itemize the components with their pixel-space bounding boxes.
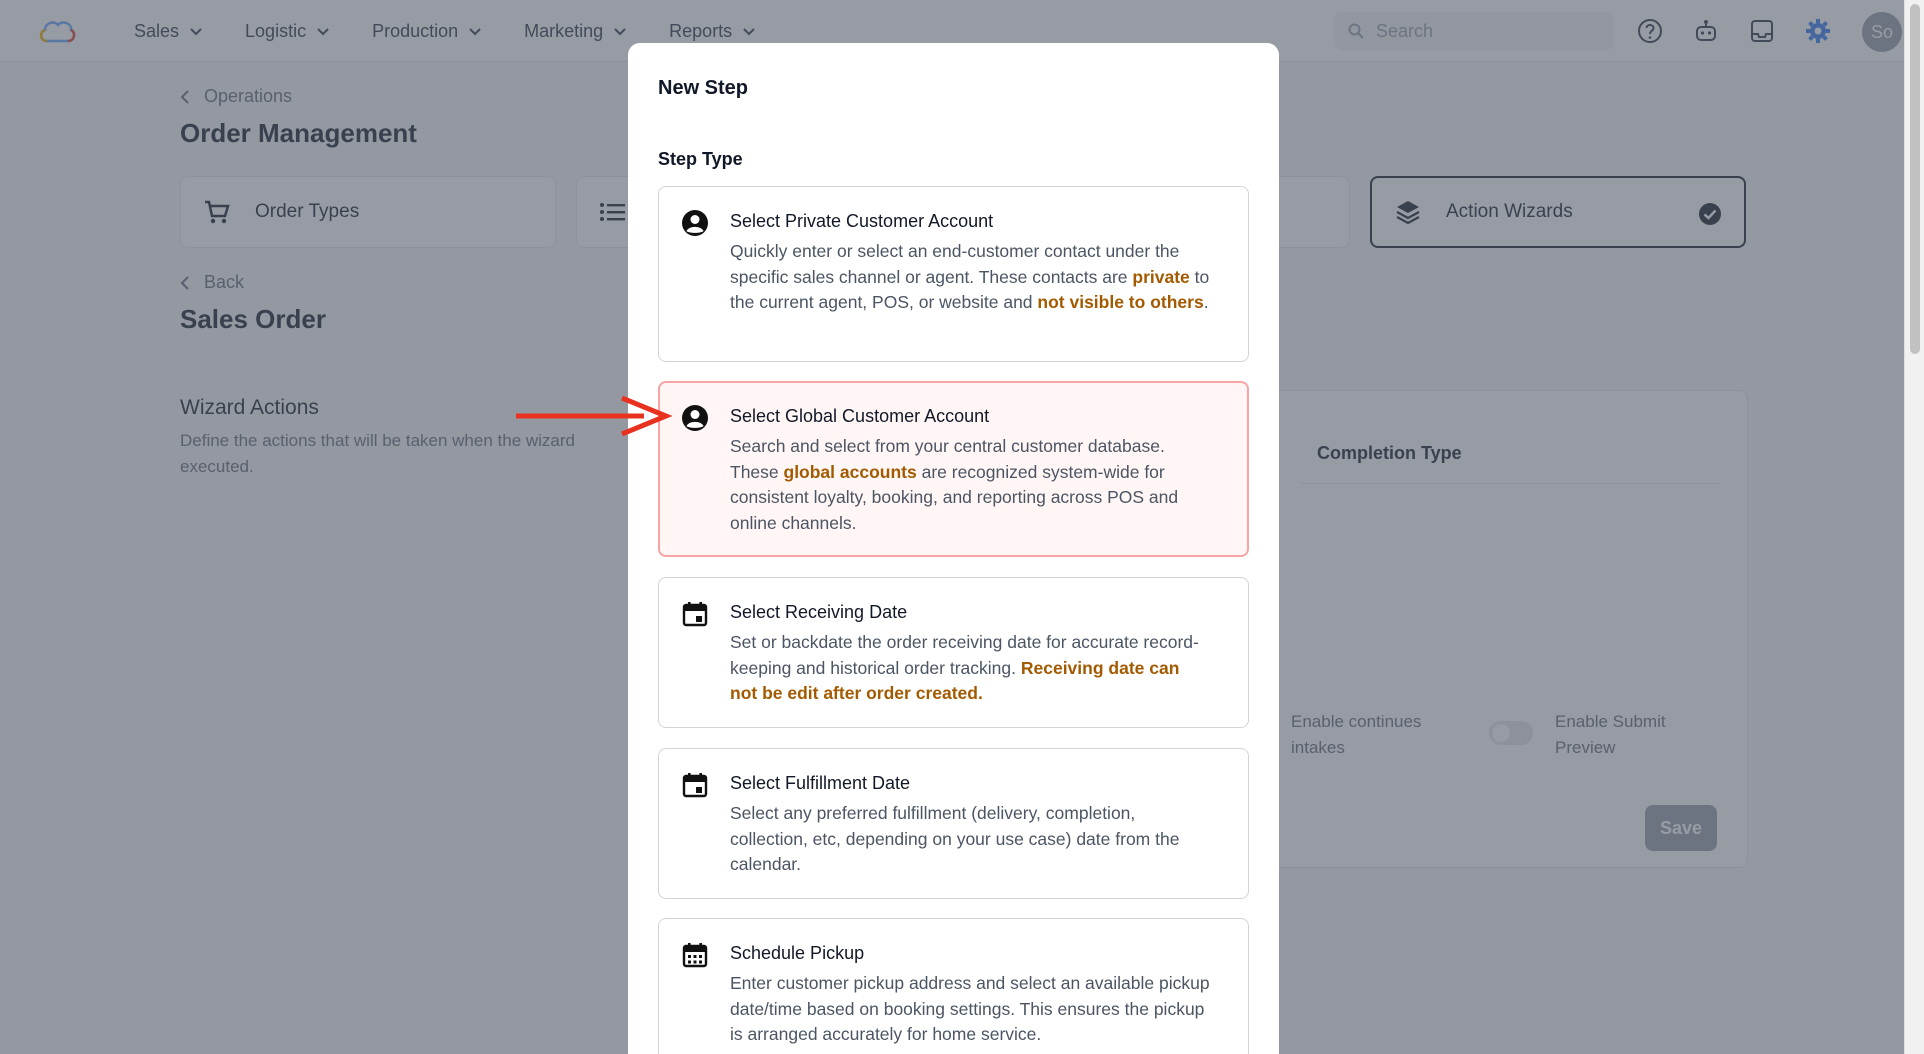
desc-highlight: not visible to others (1037, 292, 1204, 313)
step-type-label: Step Type (658, 149, 743, 169)
option-description (730, 971, 1210, 1048)
option-description (730, 630, 1210, 707)
calendar-event-icon (681, 600, 709, 628)
annotation-arrow-icon (514, 396, 674, 436)
step-option-global-account[interactable] (658, 381, 1249, 557)
option-title: Select Global Customer Account (730, 406, 990, 426)
desc-highlight: private (1132, 266, 1190, 287)
account-circle-icon (681, 404, 709, 432)
option-description (730, 801, 1210, 878)
desc-text: Search and select from your central customer database. These (730, 436, 1165, 482)
desc-highlight: global accounts (783, 461, 917, 482)
option-title: Select Private Customer Account (730, 211, 994, 231)
step-option-receiving-date[interactable] (658, 577, 1249, 728)
calendar-event-icon (681, 771, 709, 799)
modal-title: New Step (658, 77, 749, 99)
scrollbar[interactable] (1904, 0, 1924, 1054)
desc-text: Enter customer pickup address and select an available pickup date/time based on booking settings. This ensures the pickup is arranged accurately for home service. (730, 973, 1210, 1045)
desc-text: . (1203, 292, 1209, 313)
desc-text: are recognized system-wide for consistent loyalty, booking, and reporting across POS and online channels. (730, 461, 1179, 533)
step-option-fulfillment-date[interactable] (658, 748, 1249, 899)
desc-text: to the current agent, POS, or website and (730, 266, 1210, 313)
option-description (730, 434, 1210, 536)
desc-text: Select any preferred fulfillment (delivery, completion, collection, etc, depending on your use case) date from the calendar. (730, 803, 1180, 875)
option-title: Schedule Pickup (730, 943, 865, 963)
new-step-modal (628, 43, 1279, 1054)
calendar-grid-icon (681, 941, 709, 969)
desc-text: Quickly enter or select an end-customer contact under the specific sales channel or agent. These contacts are (730, 241, 1180, 287)
account-circle-icon (681, 209, 709, 237)
step-option-private-account[interactable] (658, 186, 1249, 362)
desc-highlight: Receiving date can not be edit after order created. (730, 657, 1180, 704)
option-title: Select Receiving Date (730, 602, 908, 622)
option-description (730, 239, 1210, 316)
step-option-schedule-pickup[interactable] (658, 918, 1249, 1054)
desc-text: Set or backdate the order receiving date for accurate record-keeping and historical order tracking. (730, 632, 1199, 678)
scrollbar-thumb[interactable] (1910, 4, 1920, 354)
option-title: Select Fulfillment Date (730, 773, 911, 793)
